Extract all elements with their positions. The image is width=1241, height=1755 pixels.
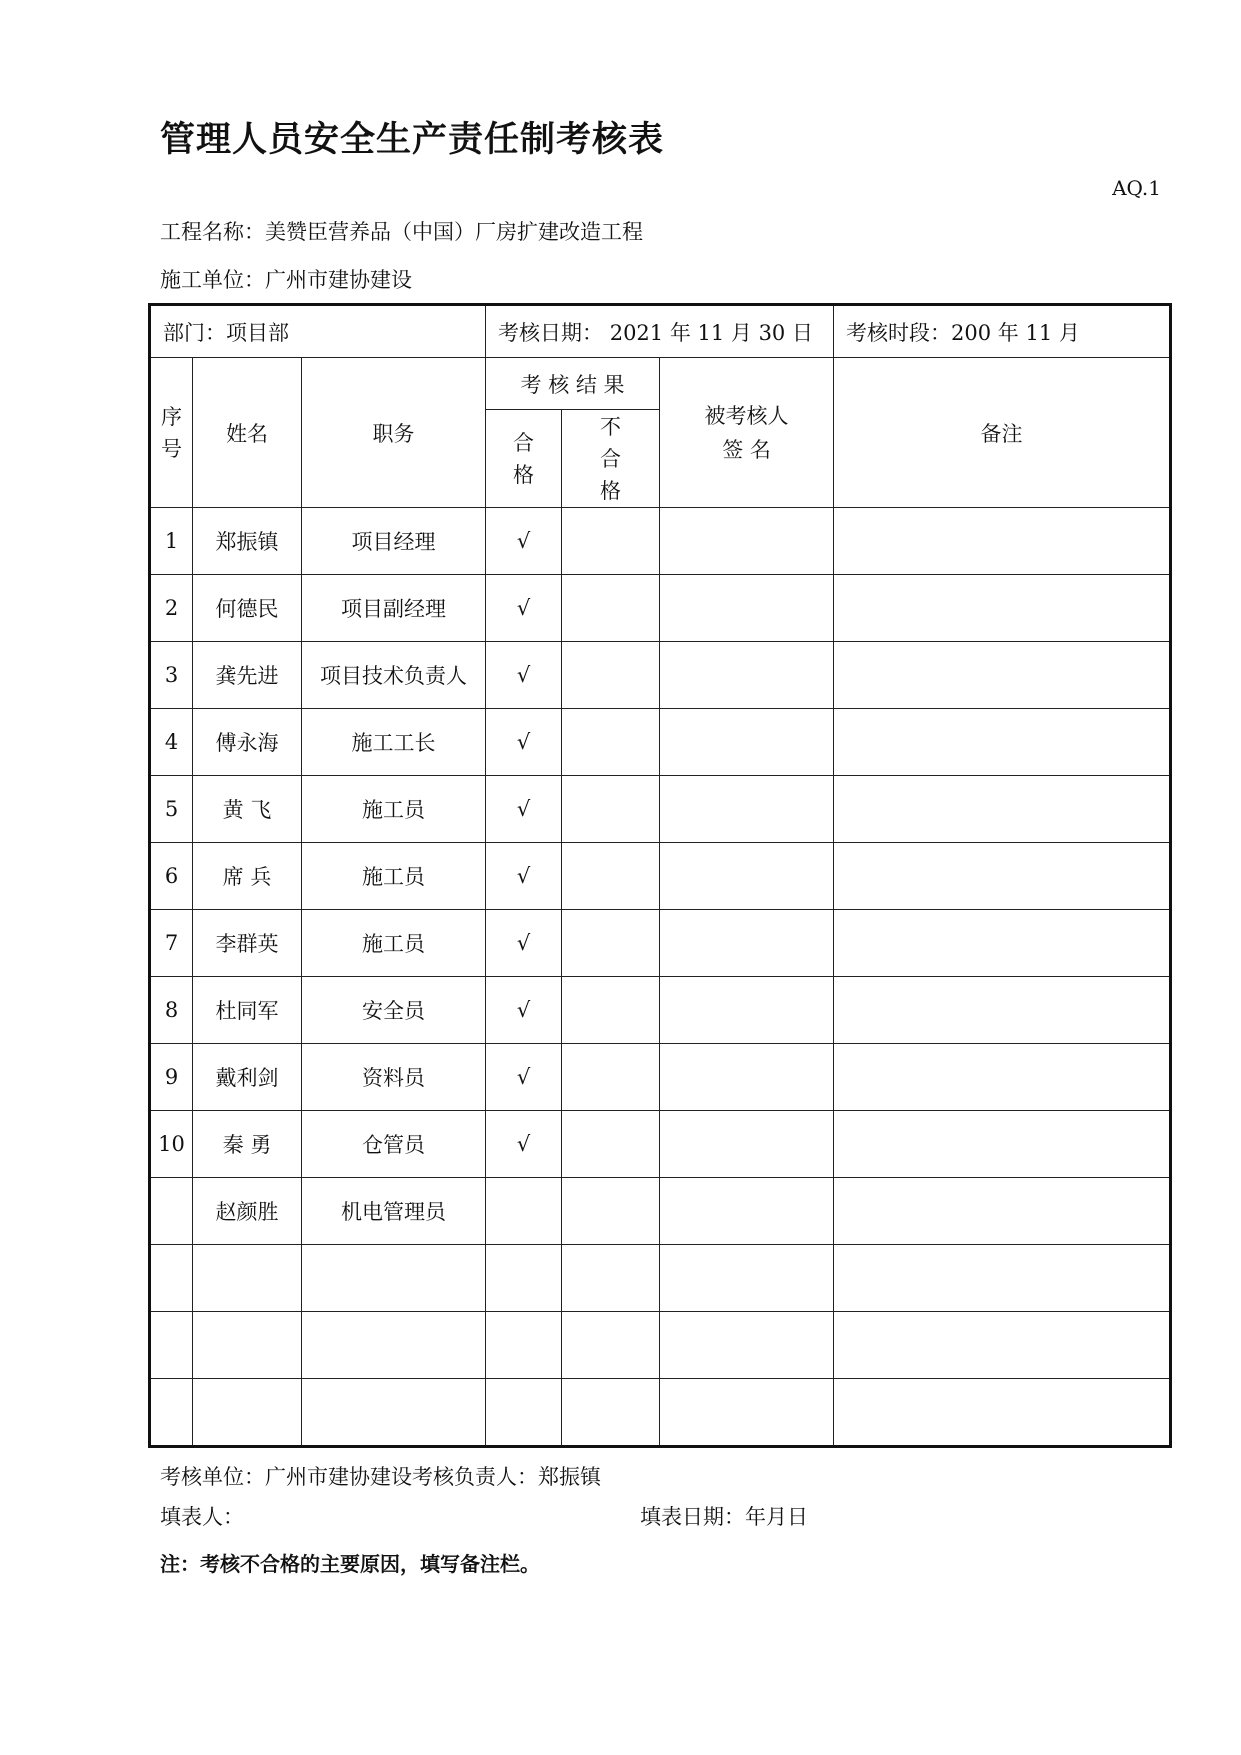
table-row [150, 1044, 1171, 1111]
cell-fail [562, 1178, 660, 1245]
cell-position [302, 1379, 486, 1447]
cell-fail [562, 709, 660, 776]
cell-signature [660, 508, 834, 575]
cell-signature [660, 1178, 834, 1245]
signature-header-line1: 被考核人 [704, 403, 789, 428]
seq-header [150, 358, 193, 508]
assessment-table [148, 303, 1172, 1448]
cell-pass: √ [486, 1111, 562, 1178]
cell-signature [660, 910, 834, 977]
cell-seq: 3 [150, 642, 193, 709]
table-row [150, 910, 1171, 977]
cell-pass [486, 1245, 562, 1312]
cell-name: 李群英 [193, 910, 302, 977]
cell-fail [562, 642, 660, 709]
cell-fail [562, 575, 660, 642]
signature-header-line2: 签 名 [722, 437, 771, 462]
cell-pass [486, 1178, 562, 1245]
cell-signature [660, 776, 834, 843]
cell-signature [660, 1111, 834, 1178]
cell-pass [486, 1379, 562, 1447]
name-header: 姓名 [193, 358, 302, 508]
result-header: 考 核 结 果 [486, 358, 660, 410]
cell-fail [562, 776, 660, 843]
position-header: 职务 [302, 358, 486, 508]
cell-remarks [834, 1044, 1171, 1111]
construction-unit-value: 广州市建协建设 [265, 268, 412, 292]
department-cell: 部门：项目部 [150, 305, 486, 358]
cell-remarks [834, 709, 1171, 776]
cell-remarks [834, 1245, 1171, 1312]
cell-signature [660, 977, 834, 1044]
header-row-1 [150, 358, 1171, 410]
cell-remarks [834, 977, 1171, 1044]
cell-seq: 6 [150, 843, 193, 910]
table-row [150, 977, 1171, 1044]
cell-name: 傅永海 [193, 709, 302, 776]
cell-signature [660, 843, 834, 910]
cell-position: 项目技术负责人 [302, 642, 486, 709]
cell-remarks [834, 1178, 1171, 1245]
cell-name [193, 1312, 302, 1379]
table-row [150, 1312, 1171, 1379]
cell-seq: 9 [150, 1044, 193, 1111]
cell-fail [562, 1245, 660, 1312]
cell-seq [150, 1312, 193, 1379]
cell-name: 秦 勇 [193, 1111, 302, 1178]
cell-seq: 8 [150, 977, 193, 1044]
cell-fail [562, 1379, 660, 1447]
cell-remarks [834, 910, 1171, 977]
cell-name: 龚先进 [193, 642, 302, 709]
cell-name [193, 1245, 302, 1312]
cell-remarks [834, 843, 1171, 910]
cell-pass: √ [486, 642, 562, 709]
cell-position [302, 1245, 486, 1312]
cell-remarks [834, 1379, 1171, 1447]
cell-fail [562, 1044, 660, 1111]
fail-header [562, 410, 660, 508]
cell-position [302, 1312, 486, 1379]
cell-name: 何德民 [193, 575, 302, 642]
cell-position: 施工员 [302, 776, 486, 843]
cell-signature [660, 575, 834, 642]
cell-seq [150, 1245, 193, 1312]
cell-seq: 4 [150, 709, 193, 776]
cell-fail [562, 1111, 660, 1178]
cell-name: 杜同军 [193, 977, 302, 1044]
cell-name [193, 1379, 302, 1447]
project-name-line [160, 216, 643, 246]
pass-header [486, 410, 562, 508]
assess-date-cell: 考核日期： 2021 年 11 月 30 日 [486, 305, 834, 358]
table-row [150, 1245, 1171, 1312]
project-name-value: 美赞臣营养品（中国）厂房扩建改造工程 [265, 220, 643, 244]
cell-name: 戴利剑 [193, 1044, 302, 1111]
cell-pass: √ [486, 709, 562, 776]
filler-line: 填表人： [160, 1505, 244, 1529]
cell-fail [562, 508, 660, 575]
cell-position: 安全员 [302, 977, 486, 1044]
cell-pass: √ [486, 1044, 562, 1111]
cell-position: 施工员 [302, 843, 486, 910]
table-row [150, 709, 1171, 776]
table-row [150, 508, 1171, 575]
construction-unit-line [160, 264, 412, 294]
cell-pass: √ [486, 977, 562, 1044]
table-row [150, 1379, 1171, 1447]
cell-fail [562, 910, 660, 977]
cell-signature [660, 1379, 834, 1447]
construction-unit-label: 施工单位： [160, 268, 265, 292]
pass-header-text: 合 格 [513, 430, 535, 487]
meta-row [150, 305, 1171, 358]
assess-period-cell: 考核时段：200 年 11 月 [834, 305, 1171, 358]
cell-seq [150, 1379, 193, 1447]
form-code: AQ.1 [1112, 176, 1161, 200]
fill-date-line: 填表日期：年月日 [640, 1505, 808, 1529]
cell-signature [660, 642, 834, 709]
cell-remarks [834, 1312, 1171, 1379]
cell-fail [562, 1312, 660, 1379]
fail-header-text: 不 合 格 [600, 414, 622, 503]
document-title: 管理人员安全生产责任制考核表 [160, 120, 665, 160]
cell-name: 席 兵 [193, 843, 302, 910]
table-row [150, 843, 1171, 910]
cell-position: 机电管理员 [302, 1178, 486, 1245]
cell-remarks [834, 1111, 1171, 1178]
cell-seq: 10 [150, 1111, 193, 1178]
cell-seq: 1 [150, 508, 193, 575]
cell-position: 项目副经理 [302, 575, 486, 642]
cell-position: 施工员 [302, 910, 486, 977]
remarks-header: 备注 [834, 358, 1171, 508]
signature-header [660, 358, 834, 508]
cell-signature [660, 709, 834, 776]
cell-position: 资料员 [302, 1044, 486, 1111]
cell-pass: √ [486, 508, 562, 575]
cell-pass: √ [486, 776, 562, 843]
cell-name: 赵颜胜 [193, 1178, 302, 1245]
cell-position: 施工工长 [302, 709, 486, 776]
cell-signature [660, 1245, 834, 1312]
cell-remarks [834, 776, 1171, 843]
cell-remarks [834, 642, 1171, 709]
seq-header-text: 序 号 [161, 404, 182, 461]
cell-remarks [834, 575, 1171, 642]
project-name-label: 工程名称： [160, 220, 265, 244]
cell-seq [150, 1178, 193, 1245]
table-row [150, 642, 1171, 709]
cell-seq: 7 [150, 910, 193, 977]
cell-pass: √ [486, 910, 562, 977]
cell-pass: √ [486, 575, 562, 642]
cell-fail [562, 843, 660, 910]
cell-signature [660, 1044, 834, 1111]
cell-name: 郑振镇 [193, 508, 302, 575]
table-row [150, 1178, 1171, 1245]
table-row [150, 776, 1171, 843]
cell-remarks [834, 508, 1171, 575]
cell-name: 黄 飞 [193, 776, 302, 843]
footnote: 注：考核不合格的主要原因，填写备注栏。 [160, 1552, 540, 1576]
cell-pass: √ [486, 843, 562, 910]
cell-position: 项目经理 [302, 508, 486, 575]
cell-signature [660, 1312, 834, 1379]
cell-position: 仓管员 [302, 1111, 486, 1178]
cell-seq: 5 [150, 776, 193, 843]
cell-pass [486, 1312, 562, 1379]
assess-unit-line: 考核单位：广州市建协建设考核负责人：郑振镇 [160, 1465, 601, 1489]
table-row [150, 1111, 1171, 1178]
cell-fail [562, 977, 660, 1044]
cell-seq: 2 [150, 575, 193, 642]
table-row [150, 575, 1171, 642]
table-body [150, 508, 1171, 1447]
